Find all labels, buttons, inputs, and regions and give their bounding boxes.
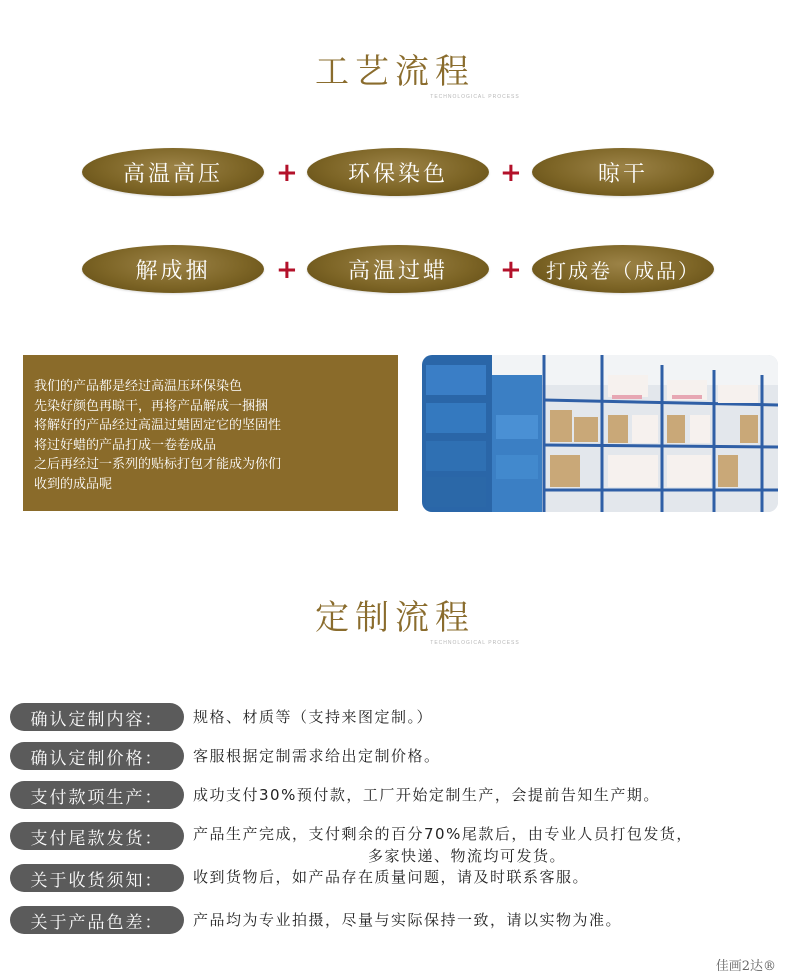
custom-title: 定制流程 xyxy=(315,598,475,638)
description-line: 我们的产品都是经过高温压环保染色 xyxy=(34,379,243,394)
description-line: 先染好颜色再晾干，再将产品解成一捆捆 xyxy=(34,398,269,414)
custom-text-color: 产品均为专业拍摄，尽量与实际保持一致，请以实物为准。 xyxy=(193,911,623,929)
custom-text-receipt: 收到货物后，如产品存在质量问题，请及时联系客服。 xyxy=(193,868,590,886)
description-line: 收到的成品呢 xyxy=(34,476,113,492)
custom-label-balance: 支付尾款发货： xyxy=(10,822,184,850)
custom-label-receipt: 关于收货须知： xyxy=(10,864,184,892)
custom-text-content: 规格、材质等（支持来图定制。） xyxy=(193,708,434,726)
craft-title: 工艺流程 xyxy=(315,52,475,92)
process-step-5: 高温过蜡 xyxy=(307,245,489,293)
description-line: 将解好的产品经过高温过蜡固定它的坚固性 xyxy=(34,418,282,433)
process-step-1: 高温高压 xyxy=(82,148,264,196)
plus-icon: + xyxy=(276,158,298,188)
plus-icon: + xyxy=(500,158,522,188)
plus-icon: + xyxy=(500,255,522,285)
craft-section-title xyxy=(0,52,790,100)
custom-label-content: 确认定制内容： xyxy=(10,703,184,731)
process-description xyxy=(23,355,398,511)
custom-label-price: 确认定制价格： xyxy=(10,742,184,770)
process-step-4: 解成捆 xyxy=(82,245,264,293)
balance-line-1: 产品生产完成，支付剩余的百分70%尾款后，由专业人员打包发货， xyxy=(193,825,693,843)
craft-subtitle: TECHNOLOGICAL PROCESS xyxy=(430,94,520,100)
balance-line-2: 多家快递、物流均可发货。 xyxy=(368,847,567,865)
warehouse-photo xyxy=(422,355,778,512)
custom-label-payment: 支付款项生产： xyxy=(10,781,184,809)
description-line: 将过好蜡的产品打成一卷卷成品 xyxy=(34,437,217,453)
custom-text-payment: 成功支付30%预付款，工厂开始定制生产，会提前告知生产期。 xyxy=(193,786,660,804)
custom-subtitle: TECHNOLOGICAL PROCESS xyxy=(430,640,520,646)
brand-watermark: 佳画2达® xyxy=(715,959,776,974)
process-step-6: 打成卷（成品） xyxy=(532,245,714,293)
process-step-2: 环保染色 xyxy=(307,148,489,196)
custom-text-price: 客服根据定制需求给出定制价格。 xyxy=(193,747,441,765)
custom-text-balance xyxy=(193,823,773,867)
custom-label-color: 关于产品色差： xyxy=(10,906,184,934)
description-line: 之后再经过一系列的贴标打包才能成为你们 xyxy=(34,457,282,472)
process-step-3: 晾干 xyxy=(532,148,714,196)
custom-section-title xyxy=(0,598,790,646)
plus-icon: + xyxy=(276,255,298,285)
